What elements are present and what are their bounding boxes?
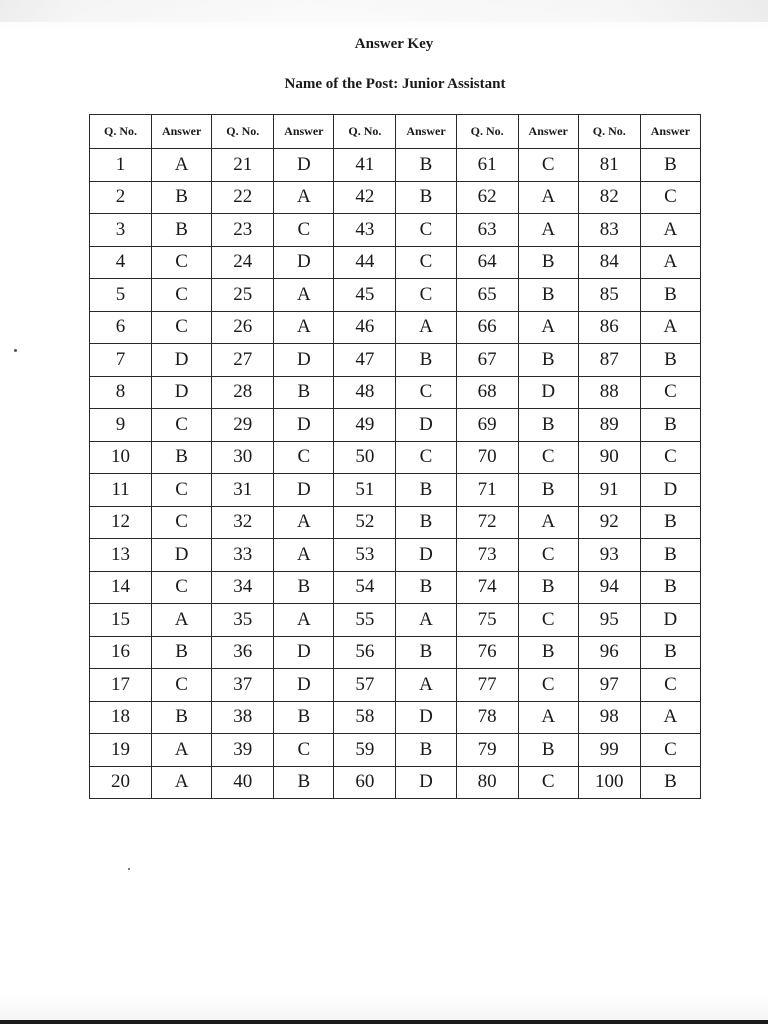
answer-cell: A: [274, 604, 334, 637]
question-number-cell: 1: [90, 149, 152, 182]
answer-cell: D: [396, 766, 456, 799]
question-number-cell: 27: [212, 344, 274, 377]
answer-cell: B: [396, 149, 456, 182]
question-number-cell: 15: [90, 604, 152, 637]
answer-cell: B: [518, 246, 578, 279]
table-header-row: [90, 115, 701, 149]
question-number-cell: 47: [334, 344, 396, 377]
question-number-cell: 37: [212, 669, 274, 702]
question-number-cell: 49: [334, 409, 396, 442]
column-header-answer: Answer: [152, 115, 212, 149]
answer-cell: A: [274, 279, 334, 312]
column-header-answer: Answer: [396, 115, 456, 149]
answer-cell: C: [274, 441, 334, 474]
answer-cell: B: [640, 149, 700, 182]
answer-cell: A: [518, 181, 578, 214]
answer-key-table: [89, 114, 701, 799]
question-number-cell: 25: [212, 279, 274, 312]
column-header-qno: Q. No.: [578, 115, 640, 149]
question-number-cell: 72: [456, 506, 518, 539]
answer-cell: A: [518, 506, 578, 539]
question-number-cell: 98: [578, 701, 640, 734]
answer-cell: A: [152, 766, 212, 799]
question-number-cell: 95: [578, 604, 640, 637]
answer-cell: D: [152, 376, 212, 409]
table-row: [90, 409, 701, 442]
answer-cell: D: [274, 669, 334, 702]
question-number-cell: 21: [212, 149, 274, 182]
answer-cell: B: [640, 279, 700, 312]
answer-cell: D: [274, 149, 334, 182]
question-number-cell: 2: [90, 181, 152, 214]
question-number-cell: 38: [212, 701, 274, 734]
answer-cell: D: [274, 636, 334, 669]
table-row: [90, 474, 701, 507]
question-number-cell: 64: [456, 246, 518, 279]
question-number-cell: 62: [456, 181, 518, 214]
answer-cell: C: [518, 766, 578, 799]
table-row: [90, 766, 701, 799]
answer-cell: A: [274, 539, 334, 572]
answer-cell: B: [518, 474, 578, 507]
question-number-cell: 36: [212, 636, 274, 669]
answer-cell: C: [518, 669, 578, 702]
answer-cell: B: [518, 409, 578, 442]
question-number-cell: 44: [334, 246, 396, 279]
answer-cell: C: [640, 669, 700, 702]
question-number-cell: 48: [334, 376, 396, 409]
question-number-cell: 80: [456, 766, 518, 799]
question-number-cell: 53: [334, 539, 396, 572]
table-row: [90, 506, 701, 539]
question-number-cell: 39: [212, 734, 274, 767]
question-number-cell: 3: [90, 214, 152, 247]
answer-cell: B: [396, 734, 456, 767]
question-number-cell: 32: [212, 506, 274, 539]
table-row: [90, 214, 701, 247]
question-number-cell: 40: [212, 766, 274, 799]
question-number-cell: 71: [456, 474, 518, 507]
column-header-answer: Answer: [640, 115, 700, 149]
answer-cell: D: [518, 376, 578, 409]
answer-cell: D: [396, 539, 456, 572]
answer-cell: D: [274, 474, 334, 507]
question-number-cell: 85: [578, 279, 640, 312]
answer-cell: B: [396, 571, 456, 604]
question-number-cell: 73: [456, 539, 518, 572]
answer-cell: A: [640, 311, 700, 344]
question-number-cell: 24: [212, 246, 274, 279]
answer-cell: C: [640, 376, 700, 409]
question-number-cell: 75: [456, 604, 518, 637]
question-number-cell: 11: [90, 474, 152, 507]
question-number-cell: 14: [90, 571, 152, 604]
question-number-cell: 93: [578, 539, 640, 572]
answer-cell: A: [152, 149, 212, 182]
column-header-answer: Answer: [518, 115, 578, 149]
question-number-cell: 59: [334, 734, 396, 767]
answer-cell: A: [152, 604, 212, 637]
question-number-cell: 90: [578, 441, 640, 474]
answer-cell: D: [274, 246, 334, 279]
question-number-cell: 29: [212, 409, 274, 442]
table-row: [90, 604, 701, 637]
question-number-cell: 20: [90, 766, 152, 799]
question-number-cell: 31: [212, 474, 274, 507]
answer-cell: C: [152, 246, 212, 279]
question-number-cell: 86: [578, 311, 640, 344]
answer-cell: B: [396, 506, 456, 539]
question-number-cell: 22: [212, 181, 274, 214]
answer-cell: C: [274, 214, 334, 247]
table-row: [90, 181, 701, 214]
answer-cell: A: [518, 311, 578, 344]
question-number-cell: 65: [456, 279, 518, 312]
answer-cell: B: [152, 181, 212, 214]
answer-cell: A: [518, 214, 578, 247]
answer-cell: D: [274, 409, 334, 442]
answer-cell: C: [152, 474, 212, 507]
table-row: [90, 376, 701, 409]
question-number-cell: 8: [90, 376, 152, 409]
table-row: [90, 149, 701, 182]
post-name-heading: Name of the Post: Junior Assistant: [284, 76, 506, 92]
scan-edge-bottom: [0, 1020, 768, 1024]
question-number-cell: 28: [212, 376, 274, 409]
answer-cell: C: [640, 181, 700, 214]
table-row: [90, 441, 701, 474]
question-number-cell: 70: [456, 441, 518, 474]
answer-cell: B: [152, 441, 212, 474]
question-number-cell: 76: [456, 636, 518, 669]
question-number-cell: 35: [212, 604, 274, 637]
table-row: [90, 734, 701, 767]
answer-cell: C: [518, 539, 578, 572]
question-number-cell: 43: [334, 214, 396, 247]
question-number-cell: 18: [90, 701, 152, 734]
answer-cell: B: [640, 636, 700, 669]
question-number-cell: 30: [212, 441, 274, 474]
table-row: [90, 246, 701, 279]
answer-cell: C: [152, 506, 212, 539]
question-number-cell: 68: [456, 376, 518, 409]
answer-cell: C: [518, 149, 578, 182]
question-number-cell: 13: [90, 539, 152, 572]
answer-cell: B: [518, 734, 578, 767]
question-number-cell: 84: [578, 246, 640, 279]
answer-cell: B: [640, 409, 700, 442]
answer-cell: D: [396, 409, 456, 442]
answer-cell: B: [274, 376, 334, 409]
answer-cell: C: [396, 441, 456, 474]
answer-cell: B: [640, 506, 700, 539]
question-number-cell: 42: [334, 181, 396, 214]
answer-cell: B: [518, 571, 578, 604]
table-row: [90, 344, 701, 377]
column-header-qno: Q. No.: [212, 115, 274, 149]
question-number-cell: 51: [334, 474, 396, 507]
question-number-cell: 97: [578, 669, 640, 702]
table-row: [90, 539, 701, 572]
question-number-cell: 5: [90, 279, 152, 312]
answer-cell: C: [640, 734, 700, 767]
answer-cell: A: [640, 701, 700, 734]
answer-cell: D: [396, 701, 456, 734]
question-number-cell: 55: [334, 604, 396, 637]
question-number-cell: 61: [456, 149, 518, 182]
answer-cell: B: [152, 214, 212, 247]
question-number-cell: 10: [90, 441, 152, 474]
answer-cell: B: [396, 344, 456, 377]
answer-cell: A: [274, 181, 334, 214]
question-number-cell: 46: [334, 311, 396, 344]
question-number-cell: 26: [212, 311, 274, 344]
answer-cell: D: [274, 344, 334, 377]
question-number-cell: 19: [90, 734, 152, 767]
scan-speck: [14, 349, 17, 352]
answer-cell: A: [396, 669, 456, 702]
answer-cell: A: [518, 701, 578, 734]
answer-cell: A: [274, 506, 334, 539]
answer-cell: C: [396, 246, 456, 279]
answer-cell: B: [152, 636, 212, 669]
question-number-cell: 74: [456, 571, 518, 604]
answer-cell: C: [396, 279, 456, 312]
answer-cell: C: [640, 441, 700, 474]
question-number-cell: 16: [90, 636, 152, 669]
question-number-cell: 56: [334, 636, 396, 669]
question-number-cell: 50: [334, 441, 396, 474]
column-header-qno: Q. No.: [334, 115, 396, 149]
answer-cell: C: [152, 669, 212, 702]
question-number-cell: 91: [578, 474, 640, 507]
answer-cell: B: [396, 181, 456, 214]
question-number-cell: 89: [578, 409, 640, 442]
answer-cell: A: [152, 734, 212, 767]
answer-cell: C: [396, 376, 456, 409]
answer-cell: D: [152, 539, 212, 572]
answer-cell: A: [396, 604, 456, 637]
question-number-cell: 87: [578, 344, 640, 377]
question-number-cell: 41: [334, 149, 396, 182]
question-number-cell: 58: [334, 701, 396, 734]
question-number-cell: 88: [578, 376, 640, 409]
question-number-cell: 69: [456, 409, 518, 442]
question-number-cell: 67: [456, 344, 518, 377]
question-number-cell: 94: [578, 571, 640, 604]
answer-cell: B: [518, 279, 578, 312]
answer-cell: B: [396, 636, 456, 669]
question-number-cell: 6: [90, 311, 152, 344]
question-number-cell: 96: [578, 636, 640, 669]
answer-cell: B: [640, 766, 700, 799]
question-number-cell: 4: [90, 246, 152, 279]
answer-cell: B: [274, 571, 334, 604]
answer-cell: B: [274, 766, 334, 799]
table-row: [90, 701, 701, 734]
question-number-cell: 82: [578, 181, 640, 214]
column-header-qno: Q. No.: [90, 115, 152, 149]
question-number-cell: 52: [334, 506, 396, 539]
table-row: [90, 571, 701, 604]
question-number-cell: 92: [578, 506, 640, 539]
answer-cell: B: [396, 474, 456, 507]
question-number-cell: 17: [90, 669, 152, 702]
answer-cell: B: [640, 539, 700, 572]
answer-cell: C: [152, 279, 212, 312]
scan-speck: [128, 868, 130, 870]
table-row: [90, 279, 701, 312]
question-number-cell: 7: [90, 344, 152, 377]
question-number-cell: 81: [578, 149, 640, 182]
answer-cell: A: [640, 246, 700, 279]
question-number-cell: 79: [456, 734, 518, 767]
answer-cell: C: [518, 441, 578, 474]
question-number-cell: 83: [578, 214, 640, 247]
answer-cell: C: [152, 409, 212, 442]
scan-edge-shadow: [0, 0, 768, 22]
answer-cell: A: [640, 214, 700, 247]
table-row: [90, 669, 701, 702]
column-header-qno: Q. No.: [456, 115, 518, 149]
answer-cell: B: [518, 636, 578, 669]
answer-cell: C: [518, 604, 578, 637]
question-number-cell: 99: [578, 734, 640, 767]
question-number-cell: 77: [456, 669, 518, 702]
column-header-answer: Answer: [274, 115, 334, 149]
question-number-cell: 100: [578, 766, 640, 799]
question-number-cell: 45: [334, 279, 396, 312]
question-number-cell: 66: [456, 311, 518, 344]
answer-cell: B: [274, 701, 334, 734]
question-number-cell: 78: [456, 701, 518, 734]
answer-cell: D: [152, 344, 212, 377]
question-number-cell: 54: [334, 571, 396, 604]
answer-cell: D: [640, 474, 700, 507]
question-number-cell: 57: [334, 669, 396, 702]
document-title: Answer Key: [354, 36, 434, 52]
answer-cell: B: [518, 344, 578, 377]
question-number-cell: 33: [212, 539, 274, 572]
question-number-cell: 60: [334, 766, 396, 799]
question-number-cell: 12: [90, 506, 152, 539]
table-row: [90, 636, 701, 669]
answer-cell: C: [152, 571, 212, 604]
answer-cell: C: [274, 734, 334, 767]
answer-cell: A: [274, 311, 334, 344]
question-number-cell: 34: [212, 571, 274, 604]
answer-cell: D: [640, 604, 700, 637]
question-number-cell: 63: [456, 214, 518, 247]
answer-cell: B: [640, 571, 700, 604]
answer-cell: B: [640, 344, 700, 377]
table-row: [90, 311, 701, 344]
answer-cell: A: [396, 311, 456, 344]
question-number-cell: 23: [212, 214, 274, 247]
table-body: [90, 149, 701, 799]
answer-cell: C: [152, 311, 212, 344]
question-number-cell: 9: [90, 409, 152, 442]
answer-cell: C: [396, 214, 456, 247]
answer-cell: B: [152, 701, 212, 734]
